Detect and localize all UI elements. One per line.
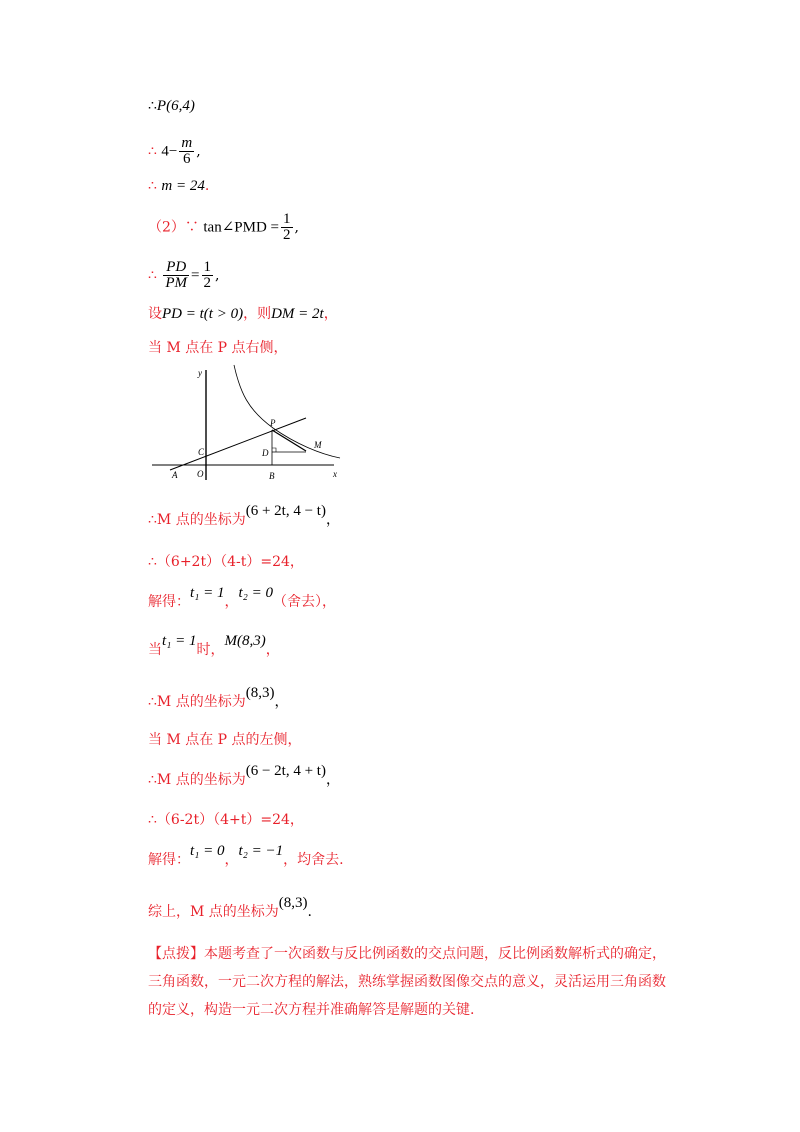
line-solve-left	[148, 843, 344, 870]
fraction-numerator: 1	[283, 211, 291, 227]
line-conclusion	[148, 895, 312, 922]
math-t1: t₁ = 1	[190, 585, 225, 601]
line-set-pd-t	[148, 304, 338, 324]
label-c: C	[198, 447, 205, 457]
label-m: M	[314, 440, 322, 450]
comment-paragraph	[148, 940, 678, 1024]
text-discard: （舍去），	[273, 594, 337, 610]
text-all-discard: ，均舍去.	[283, 852, 344, 868]
math-tan-pmd: tan∠PMD =	[203, 219, 279, 236]
text-set: 设	[148, 306, 162, 322]
fraction-denominator: 2	[203, 275, 212, 291]
fraction-pd-over-pm	[163, 260, 189, 291]
math-dm-equals-2t: DM = 2t	[271, 306, 324, 322]
label-p: P	[270, 418, 276, 428]
fraction-numerator: PD	[163, 260, 189, 276]
label-x: x	[333, 469, 337, 479]
fraction-numerator: m	[181, 135, 193, 151]
therefore-symbol: ∴	[148, 143, 157, 160]
label-y: y	[198, 368, 202, 378]
line-p-coordinate	[148, 96, 195, 116]
math-m-coordinate: (8,3)	[245, 685, 275, 701]
text-solve: 解得：	[148, 594, 190, 610]
punctuation: ，	[265, 642, 280, 658]
line-m-coord-right	[148, 503, 340, 530]
coordinate-figure	[148, 362, 348, 486]
line-equation-m6	[148, 136, 201, 167]
separator: ，	[224, 852, 239, 868]
text-solve: 解得：	[148, 852, 190, 868]
therefore-symbol: ∴	[148, 178, 157, 194]
punctuation: .	[204, 178, 210, 194]
line-equation-right: ∴（6+2t）（4-t）=24，	[148, 554, 304, 570]
fraction-denominator: PM	[165, 275, 188, 291]
math-t1: t₁ = 1	[162, 633, 197, 649]
equals-sign: =	[191, 267, 200, 284]
line-part2-tan	[148, 212, 299, 243]
text-m-coord: ∴M 点的坐标为	[148, 694, 246, 710]
therefore-symbol: ∴	[148, 267, 157, 284]
fraction-denominator: 6	[183, 151, 191, 167]
text-time: 时，	[196, 642, 225, 658]
math-p-coordinate: P(6,4)	[156, 98, 195, 114]
line-m-coord-result	[148, 685, 289, 712]
math-t2: t₂ = −1	[238, 843, 284, 859]
line-acp	[170, 418, 306, 470]
therefore-symbol: ∴	[148, 98, 157, 114]
label-d: D	[262, 448, 269, 458]
punctuation: ，	[323, 306, 338, 322]
line-case-left: 当 M 点在 P 点的左侧，	[148, 732, 302, 748]
hyperbola-curve	[234, 365, 340, 458]
text-when: 当	[148, 642, 162, 658]
text-m-coord: ∴M 点的坐标为	[148, 772, 246, 788]
line-case-right: 当 M 点在 P 点右侧，	[148, 340, 288, 356]
label-b: B	[269, 471, 275, 481]
fraction-denominator: 2	[283, 227, 291, 243]
fraction-m-over-6	[179, 136, 194, 167]
fraction-numerator: 1	[203, 259, 212, 275]
math-t2: t₂ = 0	[238, 585, 274, 601]
math-m-coordinate: (6 + 2t, 4 − t)	[245, 503, 326, 519]
punctuation: .	[307, 904, 312, 920]
line-solve-right	[148, 585, 337, 612]
math-t1: t₁ = 0	[190, 843, 225, 859]
text-then: ，则	[243, 306, 272, 322]
math-four-minus: 4−	[161, 143, 178, 160]
punctuation: ,	[294, 219, 299, 236]
line-pd-pm-ratio	[148, 260, 219, 291]
math-m-coordinate: (6 − 2t, 4 + t)	[245, 763, 326, 779]
part-label: （2）∵	[148, 219, 199, 236]
punctuation: ，	[274, 694, 289, 710]
punctuation: ,	[215, 267, 220, 284]
punctuation: ，	[325, 772, 340, 788]
line-equation-left: ∴（6-2t）（4+t）=24，	[148, 812, 304, 828]
right-angle-mark	[272, 448, 276, 452]
separator: ，	[224, 594, 239, 610]
label-o: O	[197, 469, 204, 479]
comment-text: 本题考查了一次函数与反比例函数的交点问题，反比例函数解析式的确定，三角函数，一元二次方程的解法，熟练掌握函数图像交点的意义，灵活运用三角函数的定义，构造一元二次方程并准确解答是解题的关键.	[148, 946, 666, 1018]
math-m-coordinate: (8,3)	[278, 895, 308, 911]
text-conclusion: 综上，M 点的坐标为	[148, 904, 279, 920]
fraction-one-half	[202, 260, 214, 291]
segment-pm	[272, 430, 306, 451]
punctuation: ,	[196, 143, 201, 160]
line-m-value	[148, 176, 209, 196]
fraction-one-half	[281, 212, 293, 243]
text-m-coord: ∴M 点的坐标为	[148, 512, 246, 528]
math-m-equals-24: m = 24	[161, 178, 205, 194]
math-pd-equals-t: PD = t(t > 0)	[162, 306, 244, 322]
punctuation: ，	[325, 512, 340, 528]
line-when-t1	[148, 633, 280, 660]
label-a: A	[172, 470, 178, 480]
math-m-point: M(8,3)	[224, 633, 266, 649]
comment-tag: 【点拨】	[148, 946, 204, 962]
line-m-coord-left	[148, 763, 340, 790]
